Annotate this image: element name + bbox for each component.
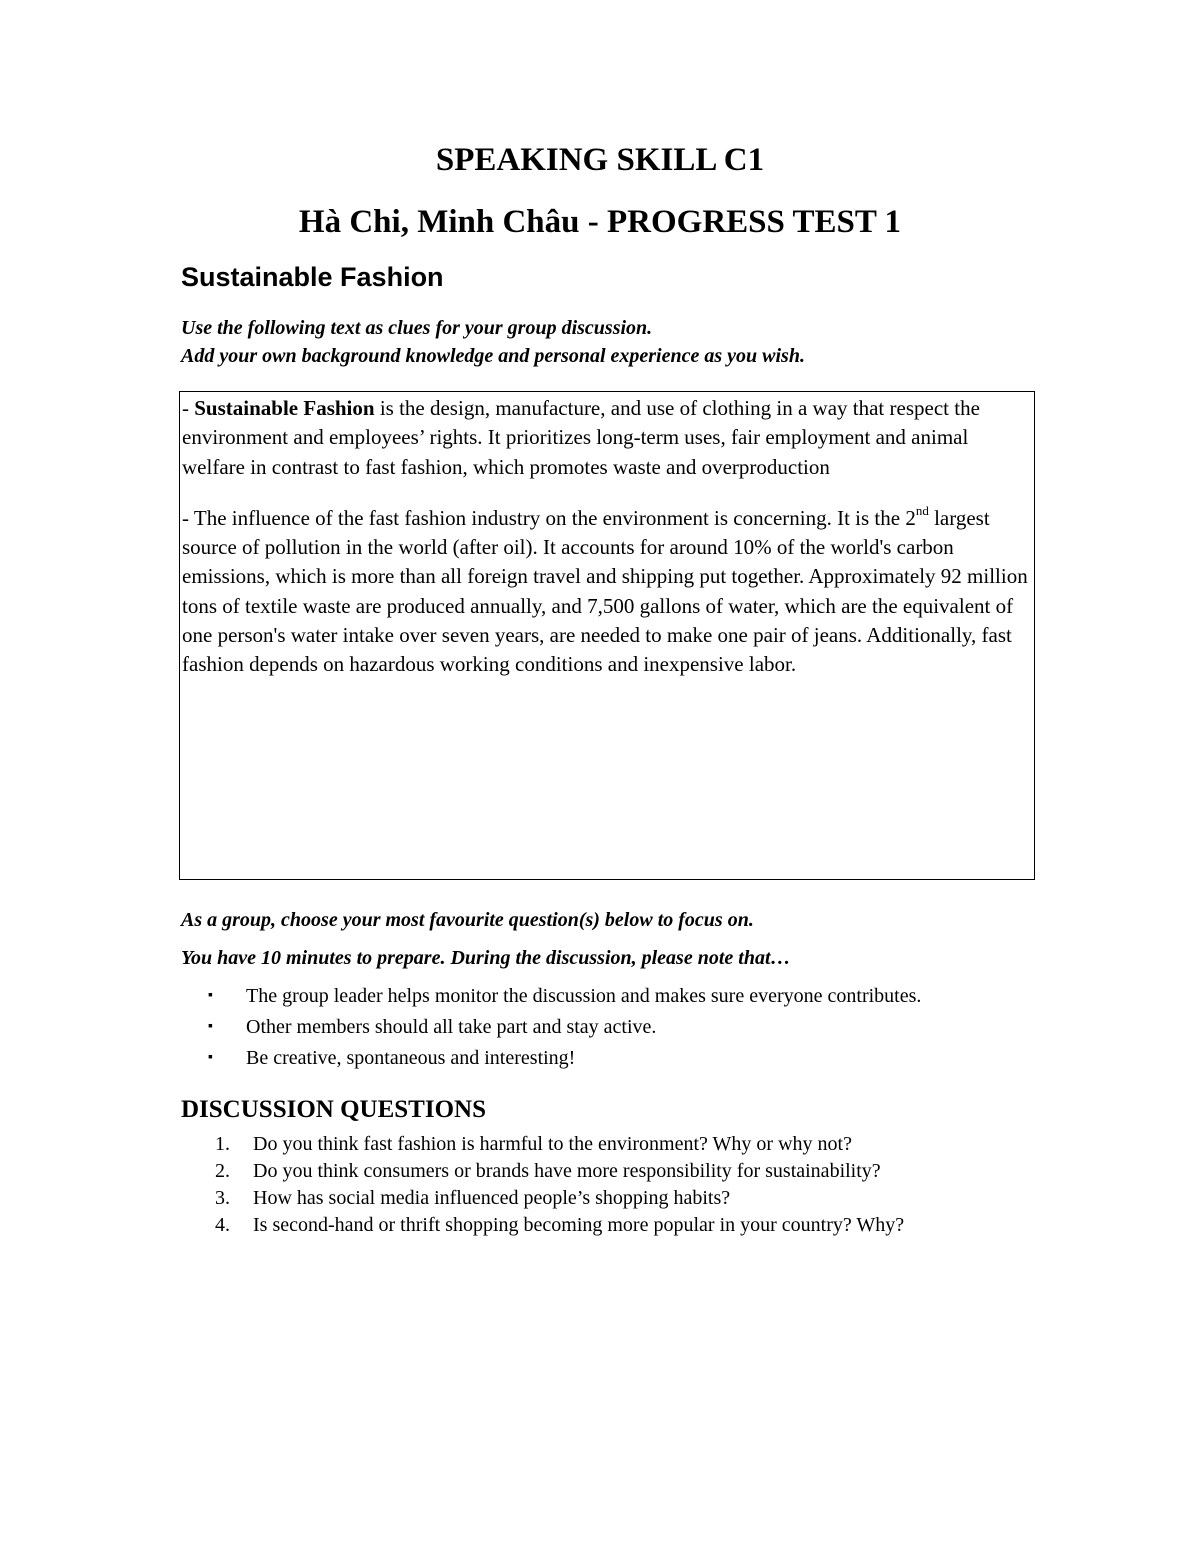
ordinal-suffix: nd — [915, 502, 929, 518]
list-item: ▪ The group leader helps monitor the discussion and makes sure everyone contributes. — [208, 982, 921, 1013]
key-term: Sustainable Fashion — [194, 396, 375, 420]
bullet-icon: ▪ — [208, 1019, 213, 1034]
document-subtitle: Hà Chi, Minh Châu - PROGRESS TEST 1 — [298, 204, 902, 240]
bullet-icon: ▪ — [208, 1050, 213, 1065]
list-item: ▪ Be creative, spontaneous and interesting! — [208, 1044, 921, 1075]
bullet-icon: ▪ — [208, 988, 213, 1003]
instruction-line: Use the following text as clues for your group discussion. — [181, 317, 653, 339]
document-title: SPEAKING SKILL C1 — [435, 142, 765, 178]
discussion-questions-list — [215, 1131, 904, 1239]
list-item: 4. Is second-hand or thrift shopping becoming more popular in your country? Why? — [215, 1214, 905, 1236]
list-item: 3. How has social media influenced people’s shopping habits? — [215, 1187, 731, 1209]
list-item: 1. Do you think fast fashion is harmful to the environment? Why or why not? — [215, 1133, 852, 1155]
topic-heading: Sustainable Fashion — [181, 262, 444, 292]
list-item: 2. Do you think consumers or brands have more responsibility for sustainability? — [215, 1160, 881, 1182]
clue-text-box — [179, 391, 1035, 880]
discussion-rules-list — [208, 982, 921, 1075]
group-prompt: As a group, choose your most favourite question(s) below to focus on. — [181, 909, 754, 931]
discussion-questions-heading: DISCUSSION QUESTIONS — [181, 1096, 486, 1123]
clue-paragraph: - Sustainable Fashion is the design, manufacture, and use of clothing in a way that respect the environment and employees’ rights. It prioritizes long-term uses, fair employment and animal welfare in contrast to fast fashion, which promotes waste and overproduction — [182, 396, 980, 479]
list-item: ▪ Other members should all take part and stay active. — [208, 1013, 921, 1044]
preparation-prompt: You have 10 minutes to prepare. During the discussion, please note that… — [181, 947, 791, 969]
clue-paragraph: - The influence of the fast fashion industry on the environment is concerning. It is the 2nd largest source of pollution in the world (after oil). It accounts for around 10% of the world's carbon emissions, which is more than all foreign travel and shipping put together. Approximately 92 million tons of textile waste are produced annually, and 7,500 gallons of water, which are the equivalent of one person's water intake over seven years, are needed to make one pair of jeans. Additionally, fast fashion depends on hazardous working conditions and inexpensive labor. — [182, 502, 1028, 677]
instructions — [181, 314, 805, 370]
instruction-line: Add your own background knowledge and personal experience as you wish. — [181, 345, 805, 367]
